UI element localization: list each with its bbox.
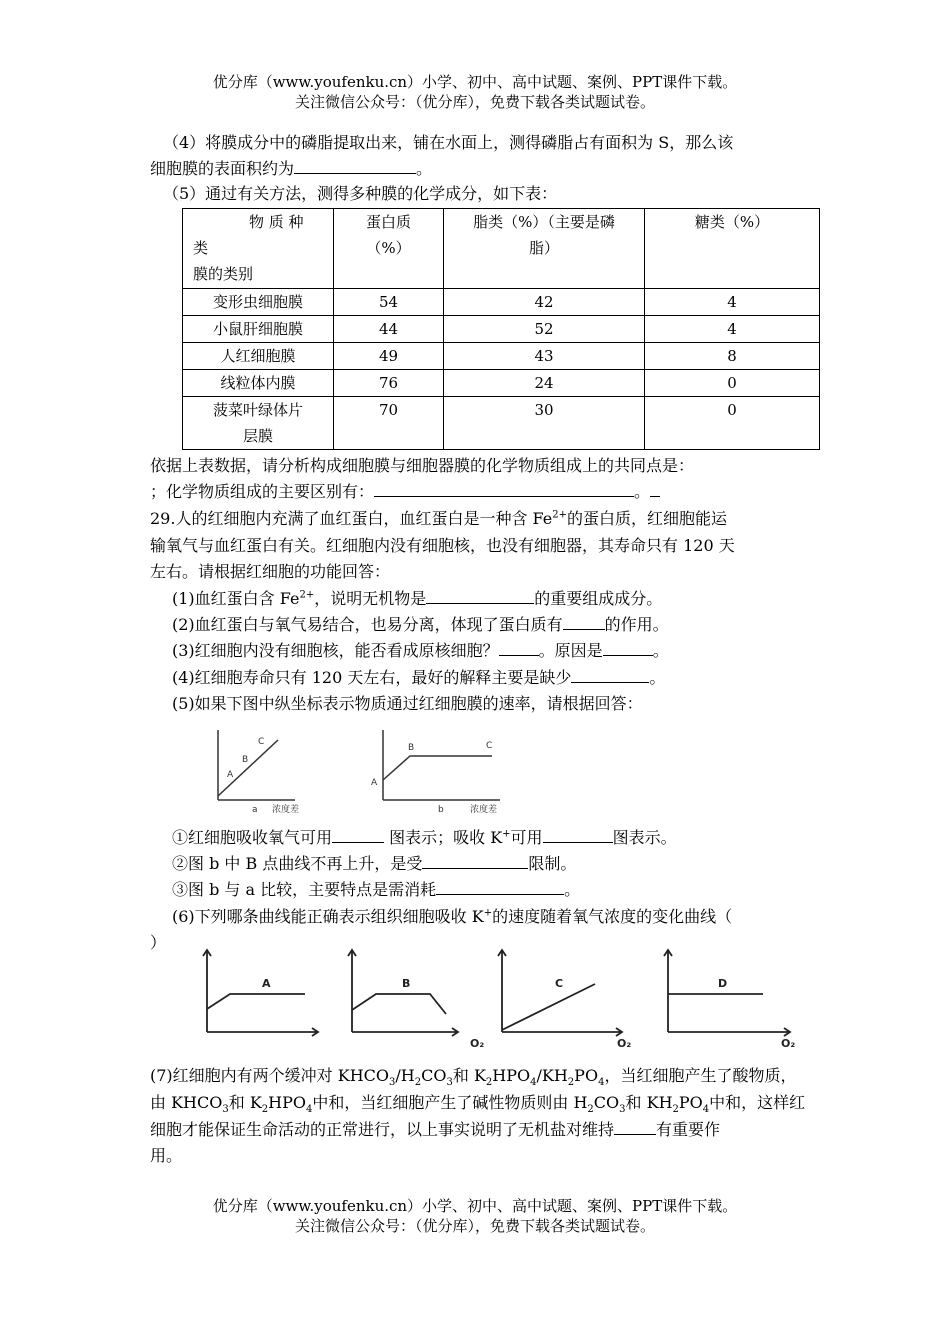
graph-label-d: D [718, 977, 728, 990]
q29-sub3-blank1[interactable] [499, 639, 539, 656]
col-sugar-header: 糖类（%） [645, 209, 820, 289]
q29-sub1: (1)血红蛋白含 $Fe^{2+}$，说明无机物是 的重要组成成分。 [172, 589, 663, 608]
graph-b-point-a: A [371, 778, 378, 788]
q5-after-line2: ；化学物质组成的主要区别有： 。 [150, 480, 660, 504]
table-row: 菠菜叶绿体片 层膜 70 30 0 [183, 397, 820, 450]
graph-b-point-b: B [408, 743, 415, 753]
q29-sub5-c3: ③图 b 与 a 比较，主要特点是需消耗 。 [172, 880, 581, 899]
graph-b-line [383, 756, 492, 780]
graph-b-label: b [438, 805, 444, 815]
q29-sub1-blank[interactable] [426, 587, 534, 604]
graph-a-label: a [252, 805, 258, 815]
graph-b-point-c: C [486, 741, 493, 751]
q5-after-line1: 依据上表数据，请分析构成细胞膜与细胞器膜的化学物质组成上的共同点是： [150, 456, 695, 475]
graph-a-point-a: A [227, 770, 234, 780]
q29-sub7-line1: (7)红细胞内有两个缓冲对 $KHCO_3/H_2CO_3$和 $K_2HPO_4/KH_2PO_4$，当红细胞产生了酸物质， [150, 1066, 797, 1089]
q29-sub2: (2)血红蛋白与氧气易结合，也易分离，体现了蛋白质有 的作用。 [172, 615, 669, 634]
q29-sub3-blank2[interactable] [603, 639, 653, 656]
site-footer-line2: 关注微信公众号：（优分库），免费下载各类试题试卷。 [294, 1217, 655, 1235]
q29-line3: 左右。请根据红细胞的功能回答： [150, 562, 391, 581]
q29-sub2-blank[interactable] [563, 613, 605, 630]
col-lipid-header: 脂类（%）（主要是磷 脂） [444, 209, 645, 289]
col-protein-header: 蛋白质 （%） [334, 209, 444, 289]
graph-b-xlabel: 浓度差 [470, 805, 498, 815]
q29-sub4: (4)红细胞寿命只有 120 天左右，最好的解释主要是缺少 。 [172, 668, 666, 687]
table-row: 人红细胞膜 49 43 8 [183, 343, 820, 370]
membrane-composition-table [182, 208, 820, 450]
q29-sub7-line4: 用。 [150, 1146, 183, 1165]
graph-d-o2-label: O₂ [781, 1037, 796, 1050]
o2-uptake-graphs [190, 944, 810, 1054]
q4-line2: 细胞膜的表面积约为 。 [150, 159, 433, 178]
curve-b [352, 994, 446, 1014]
table-corner-cell: 物 质 种 类 膜的类别 [183, 209, 334, 289]
graph-a-point-c: C [258, 737, 265, 747]
table-header-row [183, 209, 820, 289]
transport-graphs-ab [200, 722, 520, 822]
q29-sub7-line3: 细胞才能保证生命活动的正常进行，以上事实说明了无机盐对维持 有重要作 [150, 1120, 721, 1139]
q4-line1: （4）将膜成分中的磷脂提取出来，铺在水面上，测得磷脂占有面积为 S，那么该 [163, 133, 734, 152]
graph-label-c: C [555, 977, 564, 990]
q29-c2-blank[interactable] [422, 852, 528, 869]
site-header-line1: 优分库（www.youfenku.cn）小学、初中、高中试题、案例、PPT课件下载。 [212, 73, 738, 91]
q29-sub5-c2: ②图 b 中 B 点曲线不再上升，是受 限制。 [172, 854, 577, 873]
curve-a [207, 994, 305, 1009]
q29-line2: 输氧气与血红蛋白有关。红细胞内没有细胞核，也没有细胞器，其寿命只有 120 天 [150, 536, 735, 555]
graph-c-o2-label: O₂ [617, 1037, 632, 1050]
q29-sub6-paren: ） [150, 933, 167, 952]
graph-a-point-b: B [242, 755, 249, 765]
site-footer-line1: 优分库（www.youfenku.cn）小学、初中、高中试题、案例、PPT课件下载。 [212, 1197, 738, 1215]
q29-sub7-line2: 由 $KHCO_3$和 $K_2HPO_4$中和，当红细胞产生了碱性物质则由 $H_2CO_3$和 $KH_2PO_4$中和，这样红 [150, 1093, 806, 1116]
graph-b-o2-label: O₂ [470, 1037, 485, 1050]
q29-c3-blank[interactable] [436, 878, 564, 895]
table-row: 变形虫细胞膜 54 42 4 [183, 289, 820, 316]
graph-a-xlabel: 浓度差 [272, 805, 300, 815]
table-row-name: 菠菜叶绿体片 层膜 [183, 397, 334, 450]
q29-sub5: (5)如果下图中纵坐标表示物质通过红细胞膜的速率，请根据回答： [172, 694, 643, 713]
graph-a-line [218, 740, 278, 796]
q29-sub3: (3)红细胞内没有细胞核，能否看成原核细胞？ 。原因是 。 [172, 641, 669, 660]
q29-sub5-c1: ①红细胞吸收氧气可用 图表示；吸收 K+可用 图表示。 [172, 828, 677, 847]
q29-c1-blank2[interactable] [543, 826, 613, 843]
q5-intro: （5）通过有关方法，测得多种膜的化学成分，如下表： [163, 184, 558, 203]
q29-c1-blank1[interactable] [332, 826, 384, 843]
q29-sub4-blank[interactable] [571, 666, 649, 683]
q29-sub6: (6)下列哪条曲线能正确表示组织细胞吸收 K+的速度随着氧气浓度的变化曲线（ [172, 907, 733, 926]
site-header-line2: 关注微信公众号：（优分库），免费下载各类试题试卷。 [294, 93, 655, 111]
q5-blank[interactable] [374, 480, 634, 497]
table-row: 线粒体内膜 76 24 0 [183, 370, 820, 397]
curve-c [502, 984, 595, 1030]
q29-line1: 29.人的红细胞内充满了血红蛋白，血红蛋白是一种含 $Fe^{2+}$的蛋白质，红细胞能运 [150, 509, 727, 528]
table-row: 小鼠肝细胞膜 44 52 4 [183, 316, 820, 343]
q29-sub7-blank[interactable] [614, 1118, 656, 1135]
graph-label-a: A [262, 977, 271, 990]
graph-label-b: B [402, 977, 411, 990]
q4-blank[interactable] [294, 157, 416, 174]
